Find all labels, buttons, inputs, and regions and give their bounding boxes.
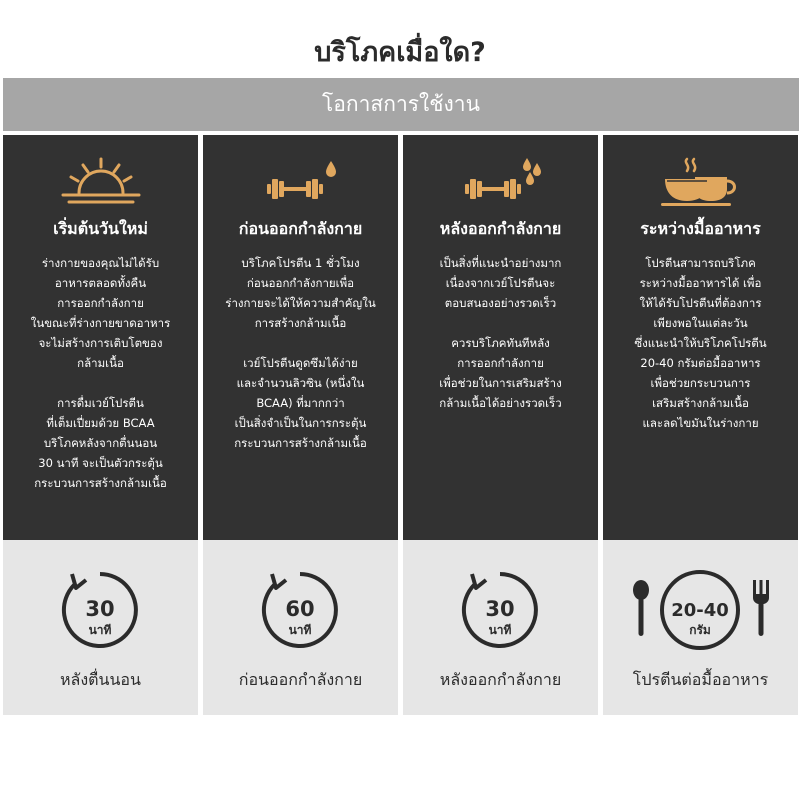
timer-unit: นาที: [88, 623, 112, 637]
timer-value: 30: [85, 597, 115, 621]
timing-label: ก่อนออกกำลังกาย: [238, 670, 363, 689]
column-post-workout: [403, 135, 598, 715]
description-paragraph: ควรบริโภคทันทีหลัง การออกกำลังกาย เพื่อช่วยในการเสริมสร้าง กล้ามเนื้อได้อย่างรวดเร็ว: [439, 336, 562, 410]
timer-unit: นาที: [488, 623, 512, 637]
fork-icon: [751, 580, 771, 638]
gram-unit: กรัม: [689, 623, 711, 637]
gram-badge-icon: [650, 560, 750, 660]
coffee-bowl-icon: [603, 155, 798, 211]
column-dark-panel: [203, 135, 398, 540]
column-light-panel: [603, 540, 798, 715]
column-description: [411, 253, 590, 433]
column-description: [611, 253, 790, 453]
timer-unit: นาที: [288, 623, 312, 637]
spoon-icon: [631, 580, 651, 638]
column-pre-workout: [203, 135, 398, 715]
column-wake-up: [3, 135, 198, 715]
sunrise-icon: [3, 155, 198, 211]
timer-icon: [250, 560, 350, 660]
description-paragraph: ร่างกายของคุณไม่ได้รับ อาหารตลอดทั้งคืน การออกกำลังกาย ในขณะที่ร่างกายขาดอาหาร จะไม่สร้างการเติบโตของ กล้ามเนื้อ: [30, 256, 171, 370]
dumbbell-drop-icon: [203, 155, 398, 211]
description-paragraph: เป็นสิ่งที่แนะนำอย่างมาก เนื่องจากเวย์โปรตีนจะ ตอบสนองอย่างรวดเร็ว: [439, 256, 562, 310]
description-paragraph: บริโภคโปรตีน 1 ชั่วโมง ก่อนออกกำลังกายเพื่อ ร่างกายจะได้ให้ความสำคัญใน การสร้างกล้ามเนื้อ: [225, 256, 376, 330]
column-title: หลังออกกำลังกาย: [439, 219, 562, 238]
column-light-panel: [403, 540, 598, 715]
column-between-meals: [603, 135, 798, 715]
description-paragraph: เวย์โปรตีนดูดซึมได้ง่าย และจำนวนลิวซิน (หนึ่งใน BCAA) ที่มากกว่า เป็นสิ่งจำเป็นในการกระตุ้น กระบวนการสร้างกล้ามเนื้อ: [234, 356, 367, 450]
timer-value: 30: [485, 597, 515, 621]
timing-label: หลังออกกำลังกาย: [439, 670, 562, 689]
description-paragraph: การดื่มเวย์โปรตีน ที่เต็มเปี่ยมด้วย BCAA บริโภคหลังจากตื่นนอน 30 นาที จะเป็นตัวกระตุ้น กระบวนการสร้างกล้ามเนื้อ: [34, 396, 167, 490]
banner-label: โอกาสการใช้งาน: [322, 92, 480, 116]
timer-value: 60: [285, 597, 315, 621]
column-description: [11, 253, 190, 513]
column-title: เริ่มต้นวันใหม่: [53, 219, 148, 238]
column-dark-panel: [403, 135, 598, 540]
column-light-panel: [203, 540, 398, 715]
column-light-panel: [3, 540, 198, 715]
page-title: บริโภคเมื่อใด?: [314, 37, 486, 68]
occasion-banner: [3, 78, 799, 131]
dumbbell-sweat-icon: [403, 155, 598, 211]
column-dark-panel: [603, 135, 798, 540]
column-title: ระหว่างมื้ออาหาร: [640, 219, 761, 238]
column-dark-panel: [3, 135, 198, 540]
timer-icon: [450, 560, 550, 660]
gram-value: 20-40: [671, 600, 729, 621]
description-paragraph: โปรตีนสามารถบริโภค ระหว่างมื้ออาหารได้ เพื่อ ให้ได้รับโปรตีนที่ต้องการ เพียงพอในแต่ละวัน ซึ่งแนะนำให้บริโภคโปรตีน 20-40 กรัมต่อมื้ออาหาร เพื่อช่วยกระบวนการ เสริมสร้างกล้ามเนื้อ และลดไขมันในร่างกาย: [634, 256, 767, 430]
timing-label: หลังตื่นนอน: [60, 670, 141, 689]
column-description: [211, 253, 390, 473]
column-title: ก่อนออกกำลังกาย: [238, 219, 363, 238]
timer-icon: [50, 560, 150, 660]
timing-label: โปรตีนต่อมื้ออาหาร: [632, 670, 769, 689]
